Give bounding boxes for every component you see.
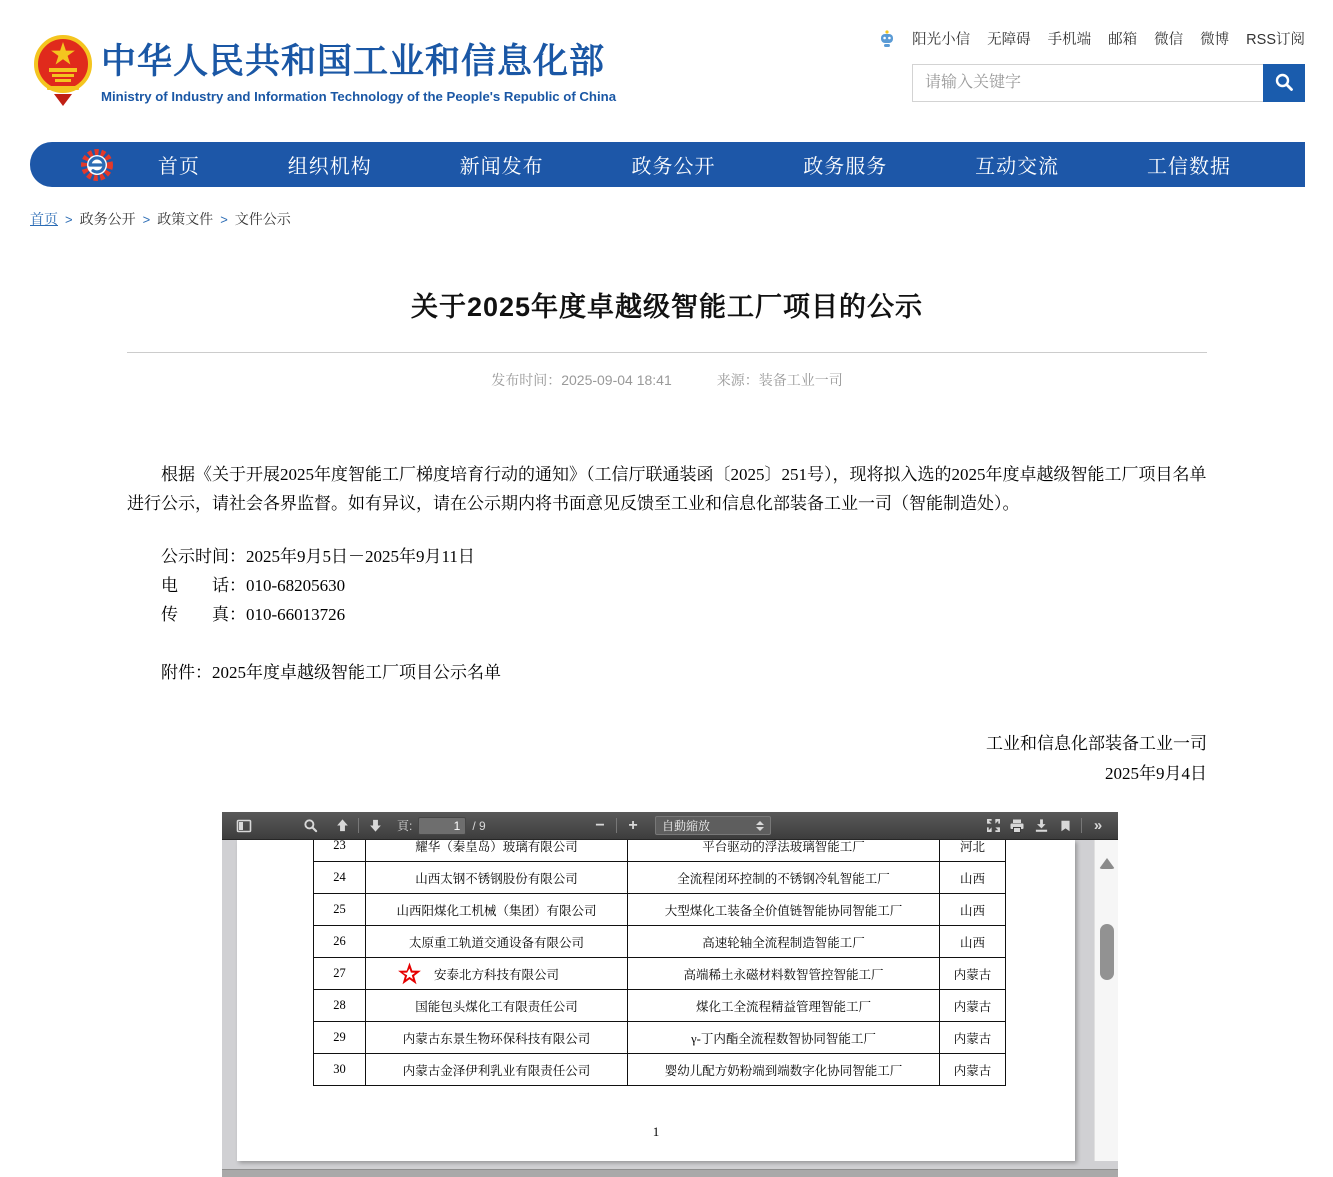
nav-link-3[interactable]: 政务公开 [631,156,716,178]
top-link-2[interactable]: 手机端 [1047,32,1092,48]
article-body [127,460,1207,789]
article-paragraph: 根据《关于开展2025年度智能工厂梯度培育行动的通知》（工信厅联通装函〔2025〕251号），现将拟入选的2025年度卓越级智能工厂项目名单进行公示，请社会各界监督。如有异议，请在公示期内将书面意见反馈至工业和信息化部装备工业一司（智能制造处）。 [127,465,1207,513]
zoom-mode-select[interactable] [655,816,771,835]
nav-item [803,150,887,179]
cell-province: 山西 [940,926,1006,958]
toolbar-divider [616,818,617,833]
top-link-6[interactable]: RSS订阅 [1246,32,1305,48]
search-icon [1274,72,1294,95]
cell-company: 国能包头煤化工有限责任公司 [366,990,628,1022]
cell-company: 耀华（秦皇岛）玻璃有限公司 [366,840,628,862]
cell-province: 内蒙古 [940,958,1006,990]
table-row [314,1054,1006,1086]
page-number-input[interactable] [418,817,466,835]
toolbar-zoom-group [588,814,771,838]
zoom-in-icon: + [628,816,638,834]
scrollbar-up-arrow[interactable] [1099,858,1115,869]
cell-project: 高端稀土永磁材料数智管控智能工厂 [628,958,940,990]
nav-items [114,150,1275,179]
breadcrumb-item-0[interactable]: 首页 [30,211,58,227]
toolbar-divider [358,818,359,833]
cell-project: 高速轮轴全流程制造智能工厂 [628,926,940,958]
table-row [314,862,1006,894]
zoom-mode-value: 自動縮放 [662,819,711,833]
top-link-4[interactable]: 微信 [1154,32,1184,48]
cell-company: 安泰北方科技有限公司 [366,958,628,990]
top-link-3[interactable]: 邮箱 [1108,32,1138,48]
zoom-out-icon: − [595,816,605,834]
table-row [314,840,1006,862]
toolbar-divider [1081,818,1082,833]
cell-row-number: 30 [314,1054,366,1086]
contact-info-block [127,542,1207,629]
cell-project: 平台驱动的浮法玻璃智能工厂 [628,840,940,862]
cell-company: 内蒙古东景生物环保科技有限公司 [366,1022,628,1054]
pdf-scrollbar[interactable] [1094,840,1118,1161]
cell-province: 内蒙古 [940,1054,1006,1086]
pdf-page [237,840,1075,1161]
breadcrumb-separator: > [65,212,73,227]
article [127,250,1207,789]
cell-project: γ-丁内酯全流程数智协同智能工厂 [628,1022,940,1054]
site-title [101,34,616,104]
phone-line: 电 话：010-68205630 [161,576,346,595]
printer-icon [1009,818,1025,834]
more-tools-icon: » [1093,817,1103,834]
table-row [314,958,1006,990]
public-notice-period: 公示时间：2025年9月5日－2025年9月11日 [161,547,475,566]
bookmark-button[interactable] [1053,814,1077,838]
article-title: 关于2025年度卓越级智能工厂项目的公示 [410,292,924,322]
nav-link-0[interactable]: 首页 [157,156,200,178]
cell-row-number: 27 [314,958,366,990]
pdf-toolbar [222,812,1118,840]
pdf-previous-page-button[interactable] [330,814,354,838]
pdf-next-page-button[interactable] [363,814,387,838]
cell-project: 大型煤化工装备全价值链智能协同智能工厂 [628,894,940,926]
cell-row-number: 25 [314,894,366,926]
search-button[interactable] [1263,64,1305,102]
print-button[interactable] [1005,814,1029,838]
cell-row-number: 28 [314,990,366,1022]
pdf-bottom-edge [222,1169,1118,1177]
toolbar-right-group [981,814,1110,838]
breadcrumb-item-2[interactable]: 政策文件 [157,211,214,227]
publish-line [127,370,1207,390]
cell-company: 山西阳煤化工机械（集团）有限公司 [366,894,628,926]
top-link-0[interactable]: 阳光小信 [912,32,971,48]
page-total: / 9 [472,818,486,833]
attachment-line: 附件：2025年度卓越级智能工厂项目公示名单 [161,663,501,682]
top-link-5[interactable]: 微博 [1200,32,1230,48]
bookmark-icon [1059,819,1072,833]
cell-row-number: 23 [314,840,366,862]
mascot-robot-icon [879,30,895,48]
top-link-1[interactable]: 无障碍 [987,32,1031,48]
source-label: 来源： [716,372,759,388]
miit-gear-logo-icon [80,148,114,182]
sidebar-toggle-icon [236,818,252,834]
pdf-find-button[interactable] [298,814,322,838]
nav-item [631,150,715,179]
nav-link-5[interactable]: 互动交流 [975,156,1060,178]
zoom-in-button[interactable] [621,814,645,838]
fullscreen-icon [986,818,1001,833]
cell-row-number: 26 [314,926,366,958]
breadcrumb-item-1[interactable]: 政务公开 [79,211,136,227]
fax-line: 传 真：010-66013726 [161,605,346,624]
main-nav [30,142,1305,187]
top-links [879,28,1305,49]
pdf-page-number: 1 [652,1124,660,1139]
table-row [314,894,1006,926]
cell-province: 河北 [940,840,1006,862]
zoom-out-button[interactable] [588,814,612,838]
pdf-content-area [222,840,1118,1169]
scrollbar-thumb[interactable] [1100,924,1114,980]
more-tools-button[interactable] [1086,814,1110,838]
breadcrumb [30,209,291,229]
signature-date: 2025年9月4日 [1105,764,1207,783]
nav-item [975,150,1059,179]
site-title-cn: 中华人民共和国工业和信息化部 [101,42,606,81]
signature-block [127,729,1207,789]
cell-project: 全流程闭环控制的不锈钢冷轧智能工厂 [628,862,940,894]
nav-item [158,150,200,179]
cell-project: 煤化工全流程精益管理智能工厂 [628,990,940,1022]
source-value: 装备工业一司 [758,372,843,388]
breadcrumb-separator: > [220,212,228,227]
cell-province: 山西 [940,894,1006,926]
nav-item [460,150,544,179]
cell-province: 山西 [940,862,1006,894]
table-row [314,1022,1006,1054]
cell-company: 山西太钢不锈钢股份有限公司 [366,862,628,894]
select-arrows-icon [756,821,764,831]
arrow-up-icon [335,818,350,833]
cell-company: 内蒙古金泽伊利乳业有限责任公司 [366,1054,628,1086]
nav-link-6[interactable]: 工信数据 [1146,156,1231,178]
national-emblem-logo [34,30,92,106]
title-divider [127,352,1207,353]
page-label: 頁: [397,819,413,833]
table-row [314,990,1006,1022]
star-icon [396,961,423,987]
nav-link-4[interactable]: 政务服务 [803,156,888,178]
breadcrumb-separator: > [142,212,151,227]
cell-company: 太原重工轨道交通设备有限公司 [366,926,628,958]
publish-time-value: 2025-09-04 18:41 [561,372,672,388]
nav-link-1[interactable]: 组织机构 [287,156,372,178]
download-button[interactable] [1029,814,1053,838]
cell-province: 内蒙古 [940,1022,1006,1054]
pdf-sidebar-toggle-button[interactable] [232,814,256,838]
cell-province: 内蒙古 [940,990,1006,1022]
search-bar [912,64,1305,102]
cell-row-number: 24 [314,862,366,894]
publish-time-label: 发布时间： [491,372,562,388]
pdf-viewer [222,812,1118,1177]
download-icon [1034,818,1049,833]
cell-row-number: 29 [314,1022,366,1054]
signature-department: 工业和信息化部装备工业一司 [986,734,1207,753]
search-input[interactable] [912,64,1263,102]
arrow-down-icon [368,818,383,833]
cell-project: 婴幼儿配方奶粉端到端数字化协同智能工厂 [628,1054,940,1086]
breadcrumb-item-3[interactable]: 文件公示 [234,211,291,227]
nav-link-2[interactable]: 新闻发布 [459,156,544,178]
presentation-mode-button[interactable] [981,814,1005,838]
nav-item [288,150,372,179]
table-row [314,926,1006,958]
smart-factory-table [313,840,1006,1086]
find-icon [303,818,318,833]
top-links-list [912,28,1305,49]
site-title-en: Ministry of Industry and Information Technology of the People's Republic of China [101,89,617,104]
nav-item [1147,150,1231,179]
